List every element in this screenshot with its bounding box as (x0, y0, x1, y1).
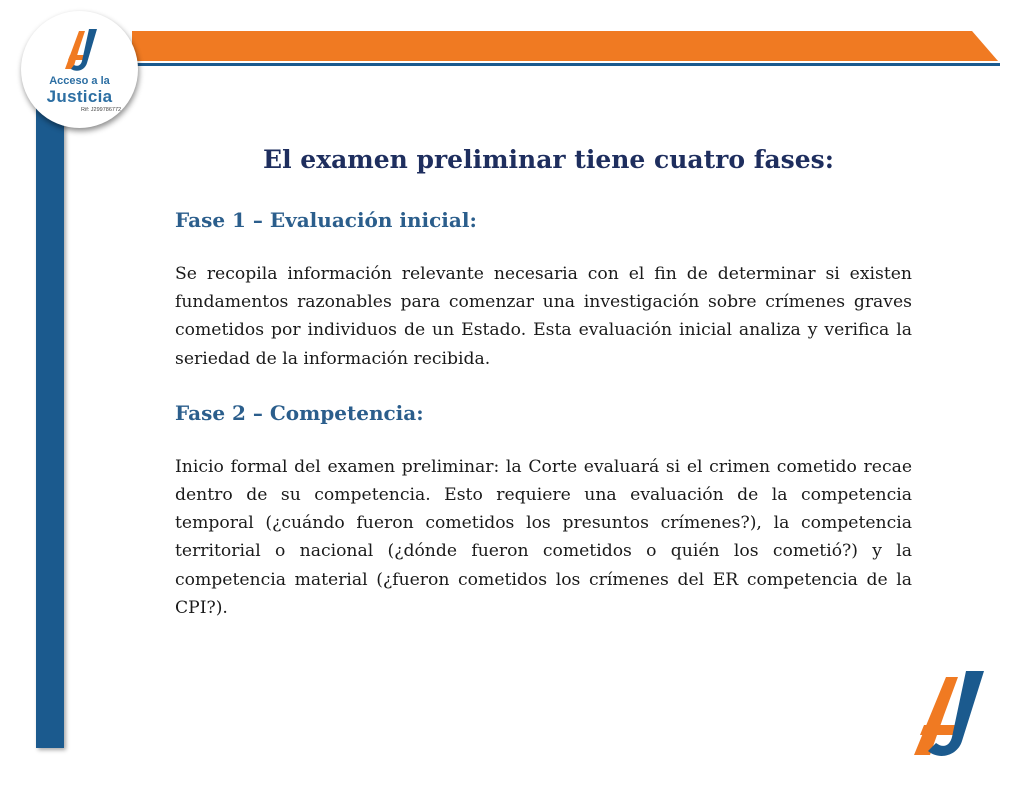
top-blue-line (132, 63, 1000, 66)
logo-text-line2: Justicia (46, 87, 113, 106)
logo-rif: Rif: J299786772 (81, 107, 122, 113)
phase-1-heading: Fase 1 – Evaluación inicial: (175, 208, 477, 232)
brand-logo (21, 11, 138, 128)
logo-text-line1: Acceso a la (49, 75, 110, 87)
brand-mark-bottom-right (900, 665, 1002, 769)
slide-content (175, 140, 912, 622)
slide-title: El examen preliminar tiene cuatro fases: (263, 145, 834, 174)
left-blue-bar (36, 108, 64, 748)
aj-logo-mark-icon (59, 25, 101, 75)
phase-2-text: Inicio formal del examen preliminar: la Corte evaluará si el crimen cometido recae dentro de su competencia. Esto requiere una evaluación de la competencia temporal (¿cuándo fueron cometidos los presuntos crímenes?), la competencia territorial o nacional (¿dónde fueron cometidos o quién los cometió?) y la competencia material (¿fueron cometidos los crímenes del ER competencia de la CPI?). (175, 456, 912, 618)
phase-1-text: Se recopila información relevante necesaria con el fin de determinar si existen fundamentos razonables para comenzar una investigación sobre crímenes graves cometidos por individuos de un Estado. Esta evaluación inicial analiza y verifica la seriedad de la información recibida. (175, 264, 912, 369)
aj-logo-mark-icon (900, 665, 1002, 765)
top-orange-bar (132, 31, 998, 61)
phase-2-heading: Fase 2 – Competencia: (175, 400, 424, 425)
